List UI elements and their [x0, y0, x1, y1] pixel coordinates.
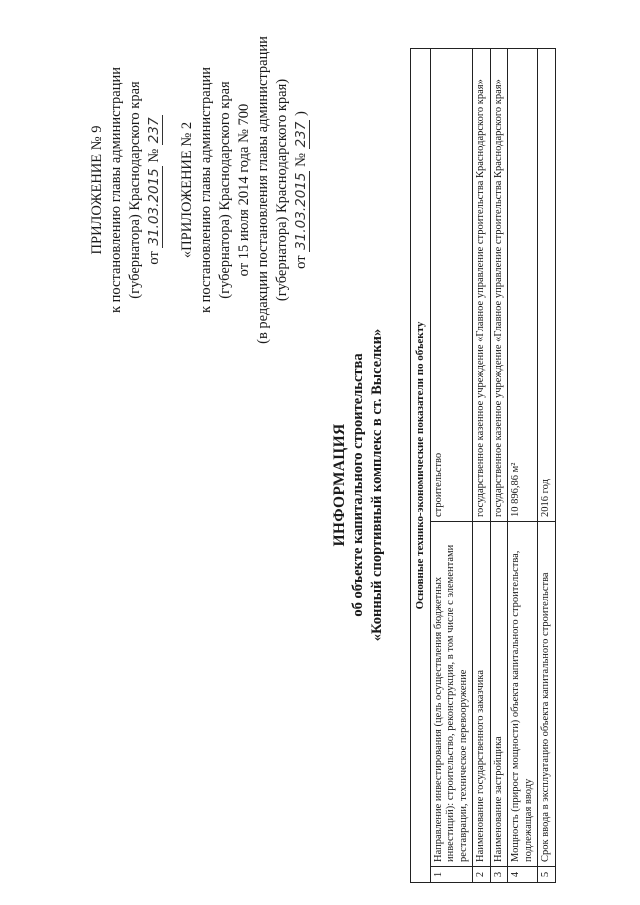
appendix-ref-line: к постановлению главы администрации	[198, 66, 214, 314]
document-title	[330, 225, 387, 745]
close-paren: )	[293, 111, 309, 117]
row-label: Срок ввода в эксплуатацию объекта капитального строительства	[538, 522, 556, 867]
appendix-header	[88, 30, 311, 350]
row-number: 2	[473, 867, 491, 883]
appendix-date-line	[145, 30, 164, 350]
row-value: государственное казенное учреждение «Главное управление строительства Краснодарского края»	[473, 49, 491, 522]
number-prefix: №	[146, 148, 162, 163]
appendix-ref-line: от 15 июля 2014 года № 700	[236, 103, 252, 277]
handwritten-date: 31.03.2015	[293, 172, 309, 250]
row-value: государственное казенное учреждение «Главное управление строительства Краснодарского края»	[490, 49, 508, 522]
table-row	[508, 49, 538, 883]
title-main: ИНФОРМАЦИЯ	[331, 423, 348, 547]
row-value: строительство	[430, 49, 473, 522]
number-prefix: №	[293, 153, 309, 167]
title-object-name: «Конный спортивный комплекс в ст. Выселки»	[369, 328, 385, 642]
appendix-ref-line: (губернатора) Краснодарского края	[127, 81, 143, 299]
appendix-number: «ПРИЛОЖЕНИЕ № 2	[179, 121, 195, 259]
appendix-date-line	[292, 30, 311, 350]
table-row	[490, 49, 508, 883]
table-row	[473, 49, 491, 883]
indicators-table	[410, 48, 556, 883]
handwritten-date: 31.03.2015	[146, 168, 162, 246]
date-prefix: от	[146, 251, 162, 265]
table-header: Основные технико-экономические показатели по объекту	[411, 49, 431, 883]
appendix-ref-line: к постановлению главы администрации	[108, 66, 124, 314]
date-prefix: от	[293, 255, 309, 269]
appendix-ref-line: (губернатора) Краснодарского края	[217, 81, 233, 299]
row-number: 4	[508, 867, 538, 883]
table-row	[538, 49, 556, 883]
title-subtitle: об объекте капитального строительства	[350, 353, 366, 617]
appendix-ref-line: (губернатора) Краснодарского края)	[274, 78, 290, 302]
row-number: 3	[490, 867, 508, 883]
appendix-ref-line: (в редакции постановления главы администрации	[255, 36, 271, 344]
row-value: 10 896,86 м²	[508, 49, 538, 522]
appendix-number: ПРИЛОЖЕНИЕ № 9	[89, 125, 105, 255]
handwritten-number: 237	[293, 121, 309, 148]
row-value: 2016 год	[538, 49, 556, 522]
row-label: Направление инвестирования (цель осуществления бюджетных инвестиций): строительство, реконструкция, в том числе с элементами реставрации, техническое перевооружение	[430, 522, 473, 867]
row-number: 5	[538, 867, 556, 883]
spacer	[164, 30, 178, 350]
row-number: 1	[430, 867, 473, 883]
handwritten-number: 237	[146, 117, 162, 144]
table-header-row	[411, 49, 431, 883]
row-label: Мощность (прирост мощности) объекта капитального строительства, подлежащая вводу	[508, 522, 538, 867]
table-row	[430, 49, 473, 883]
row-label: Наименование застройщика	[490, 522, 508, 867]
row-label: Наименование государственного заказчика	[473, 522, 491, 867]
